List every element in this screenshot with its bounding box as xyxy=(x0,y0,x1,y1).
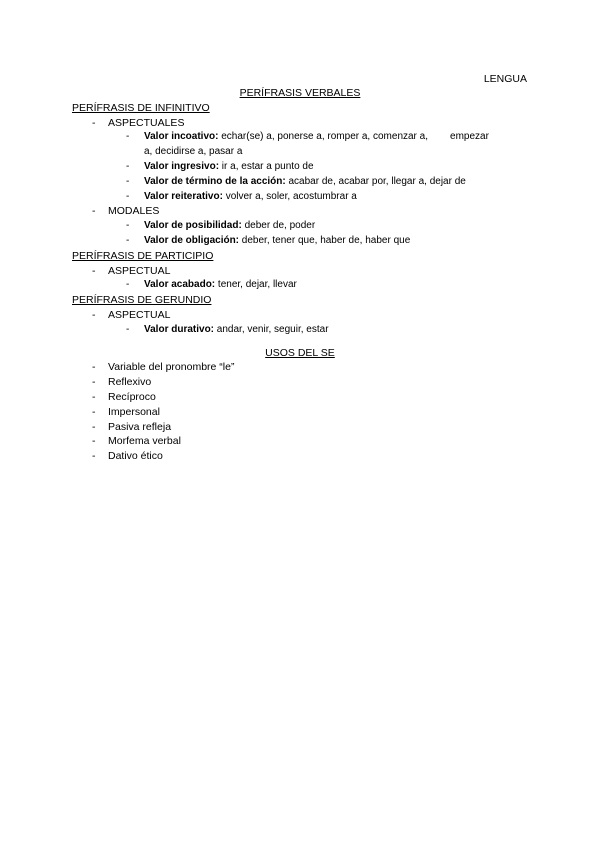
value-term: Valor de término de la acción: xyxy=(144,175,286,187)
section-heading-participio: PERÍFRASIS DE PARTICIPIO xyxy=(72,249,214,262)
bullet-dash: - xyxy=(92,435,96,448)
section-heading-usos-se: USOS DEL SE xyxy=(265,346,335,359)
list-item xyxy=(92,264,528,279)
list-item xyxy=(126,175,528,190)
list-item xyxy=(92,449,528,464)
value-text: deber de, poder xyxy=(241,220,316,232)
value-term: Valor reiterativo: xyxy=(144,190,223,202)
list-item xyxy=(92,420,528,435)
value-text: andar, venir, seguir, estar xyxy=(214,323,329,335)
list-item xyxy=(126,190,528,205)
value-text: ir a, estar a punto de xyxy=(219,160,314,172)
list-item xyxy=(126,160,528,175)
value-term: Valor ingresivo: xyxy=(144,160,220,172)
list-item xyxy=(92,434,528,449)
usage-item: Morfema verbal xyxy=(108,435,181,448)
bullet-dash: - xyxy=(92,264,96,277)
category-label: MODALES xyxy=(108,205,160,218)
section-heading-infinitivo: PERÍFRASIS DE INFINITIVO xyxy=(72,101,210,114)
value-text: echar(se) a, ponerse a, romper a, comenzar a, xyxy=(218,131,429,143)
list-item xyxy=(92,405,528,420)
value-text: empezar xyxy=(450,131,489,143)
bullet-dash: - xyxy=(92,205,96,218)
list-item xyxy=(126,219,528,234)
bullet-dash: - xyxy=(92,308,96,321)
bullet-dash: - xyxy=(92,116,96,129)
value-term: Valor incoativo: xyxy=(144,131,219,143)
bullet-dash: - xyxy=(92,390,96,403)
category-label: ASPECTUAL xyxy=(108,308,171,321)
bullet-dash: - xyxy=(126,279,130,291)
usage-item: Pasiva refleja xyxy=(108,420,172,433)
usage-item: Impersonal xyxy=(108,405,160,418)
category-label: ASPECTUAL xyxy=(108,264,171,277)
bullet-dash: - xyxy=(126,131,130,143)
list-item xyxy=(92,308,528,323)
usage-item: Reflexivo xyxy=(108,376,152,389)
value-term: Valor de posibilidad: xyxy=(144,220,242,232)
value-term: Valor acabado: xyxy=(144,279,216,291)
bullet-dash: - xyxy=(126,234,130,246)
subject-label: LENGUA xyxy=(483,73,527,85)
section-heading-gerundio: PERÍFRASIS DE GERUNDIO xyxy=(72,294,212,307)
list-item xyxy=(126,130,528,160)
bullet-dash: - xyxy=(92,405,96,418)
list-item xyxy=(126,323,528,338)
list-item xyxy=(126,234,528,249)
value-term: Valor de obligación: xyxy=(144,234,240,246)
value-text: a, decidirse a, pasar a xyxy=(144,146,243,158)
value-text: tener, dejar, llevar xyxy=(215,279,297,291)
list-item xyxy=(126,278,528,293)
list-item xyxy=(92,116,528,131)
usage-item: Dativo ético xyxy=(108,450,163,463)
document-content xyxy=(72,86,528,464)
list-item xyxy=(92,390,528,405)
bullet-dash: - xyxy=(126,323,130,335)
list-item xyxy=(92,204,528,219)
usage-item: Variable del pronombre “le” xyxy=(108,361,235,374)
list-item xyxy=(92,360,528,375)
bullet-dash: - xyxy=(92,361,96,374)
value-text: acabar de, acabar por, llegar a, dejar de xyxy=(285,175,466,187)
bullet-dash: - xyxy=(92,376,96,389)
bullet-dash: - xyxy=(126,175,130,187)
bullet-dash: - xyxy=(126,160,130,172)
bullet-dash: - xyxy=(92,420,96,433)
value-text: volver a, soler, acostumbrar a xyxy=(222,190,357,202)
page-title: PERÍFRASIS VERBALES xyxy=(239,87,361,99)
list-item xyxy=(92,375,528,390)
value-text: deber, tener que, haber de, haber que xyxy=(239,234,411,246)
usage-item: Recíproco xyxy=(108,390,156,403)
value-term: Valor durativo: xyxy=(144,323,215,335)
bullet-dash: - xyxy=(126,190,130,202)
category-label: ASPECTUALES xyxy=(108,116,185,129)
bullet-dash: - xyxy=(92,450,96,463)
bullet-dash: - xyxy=(126,220,130,232)
